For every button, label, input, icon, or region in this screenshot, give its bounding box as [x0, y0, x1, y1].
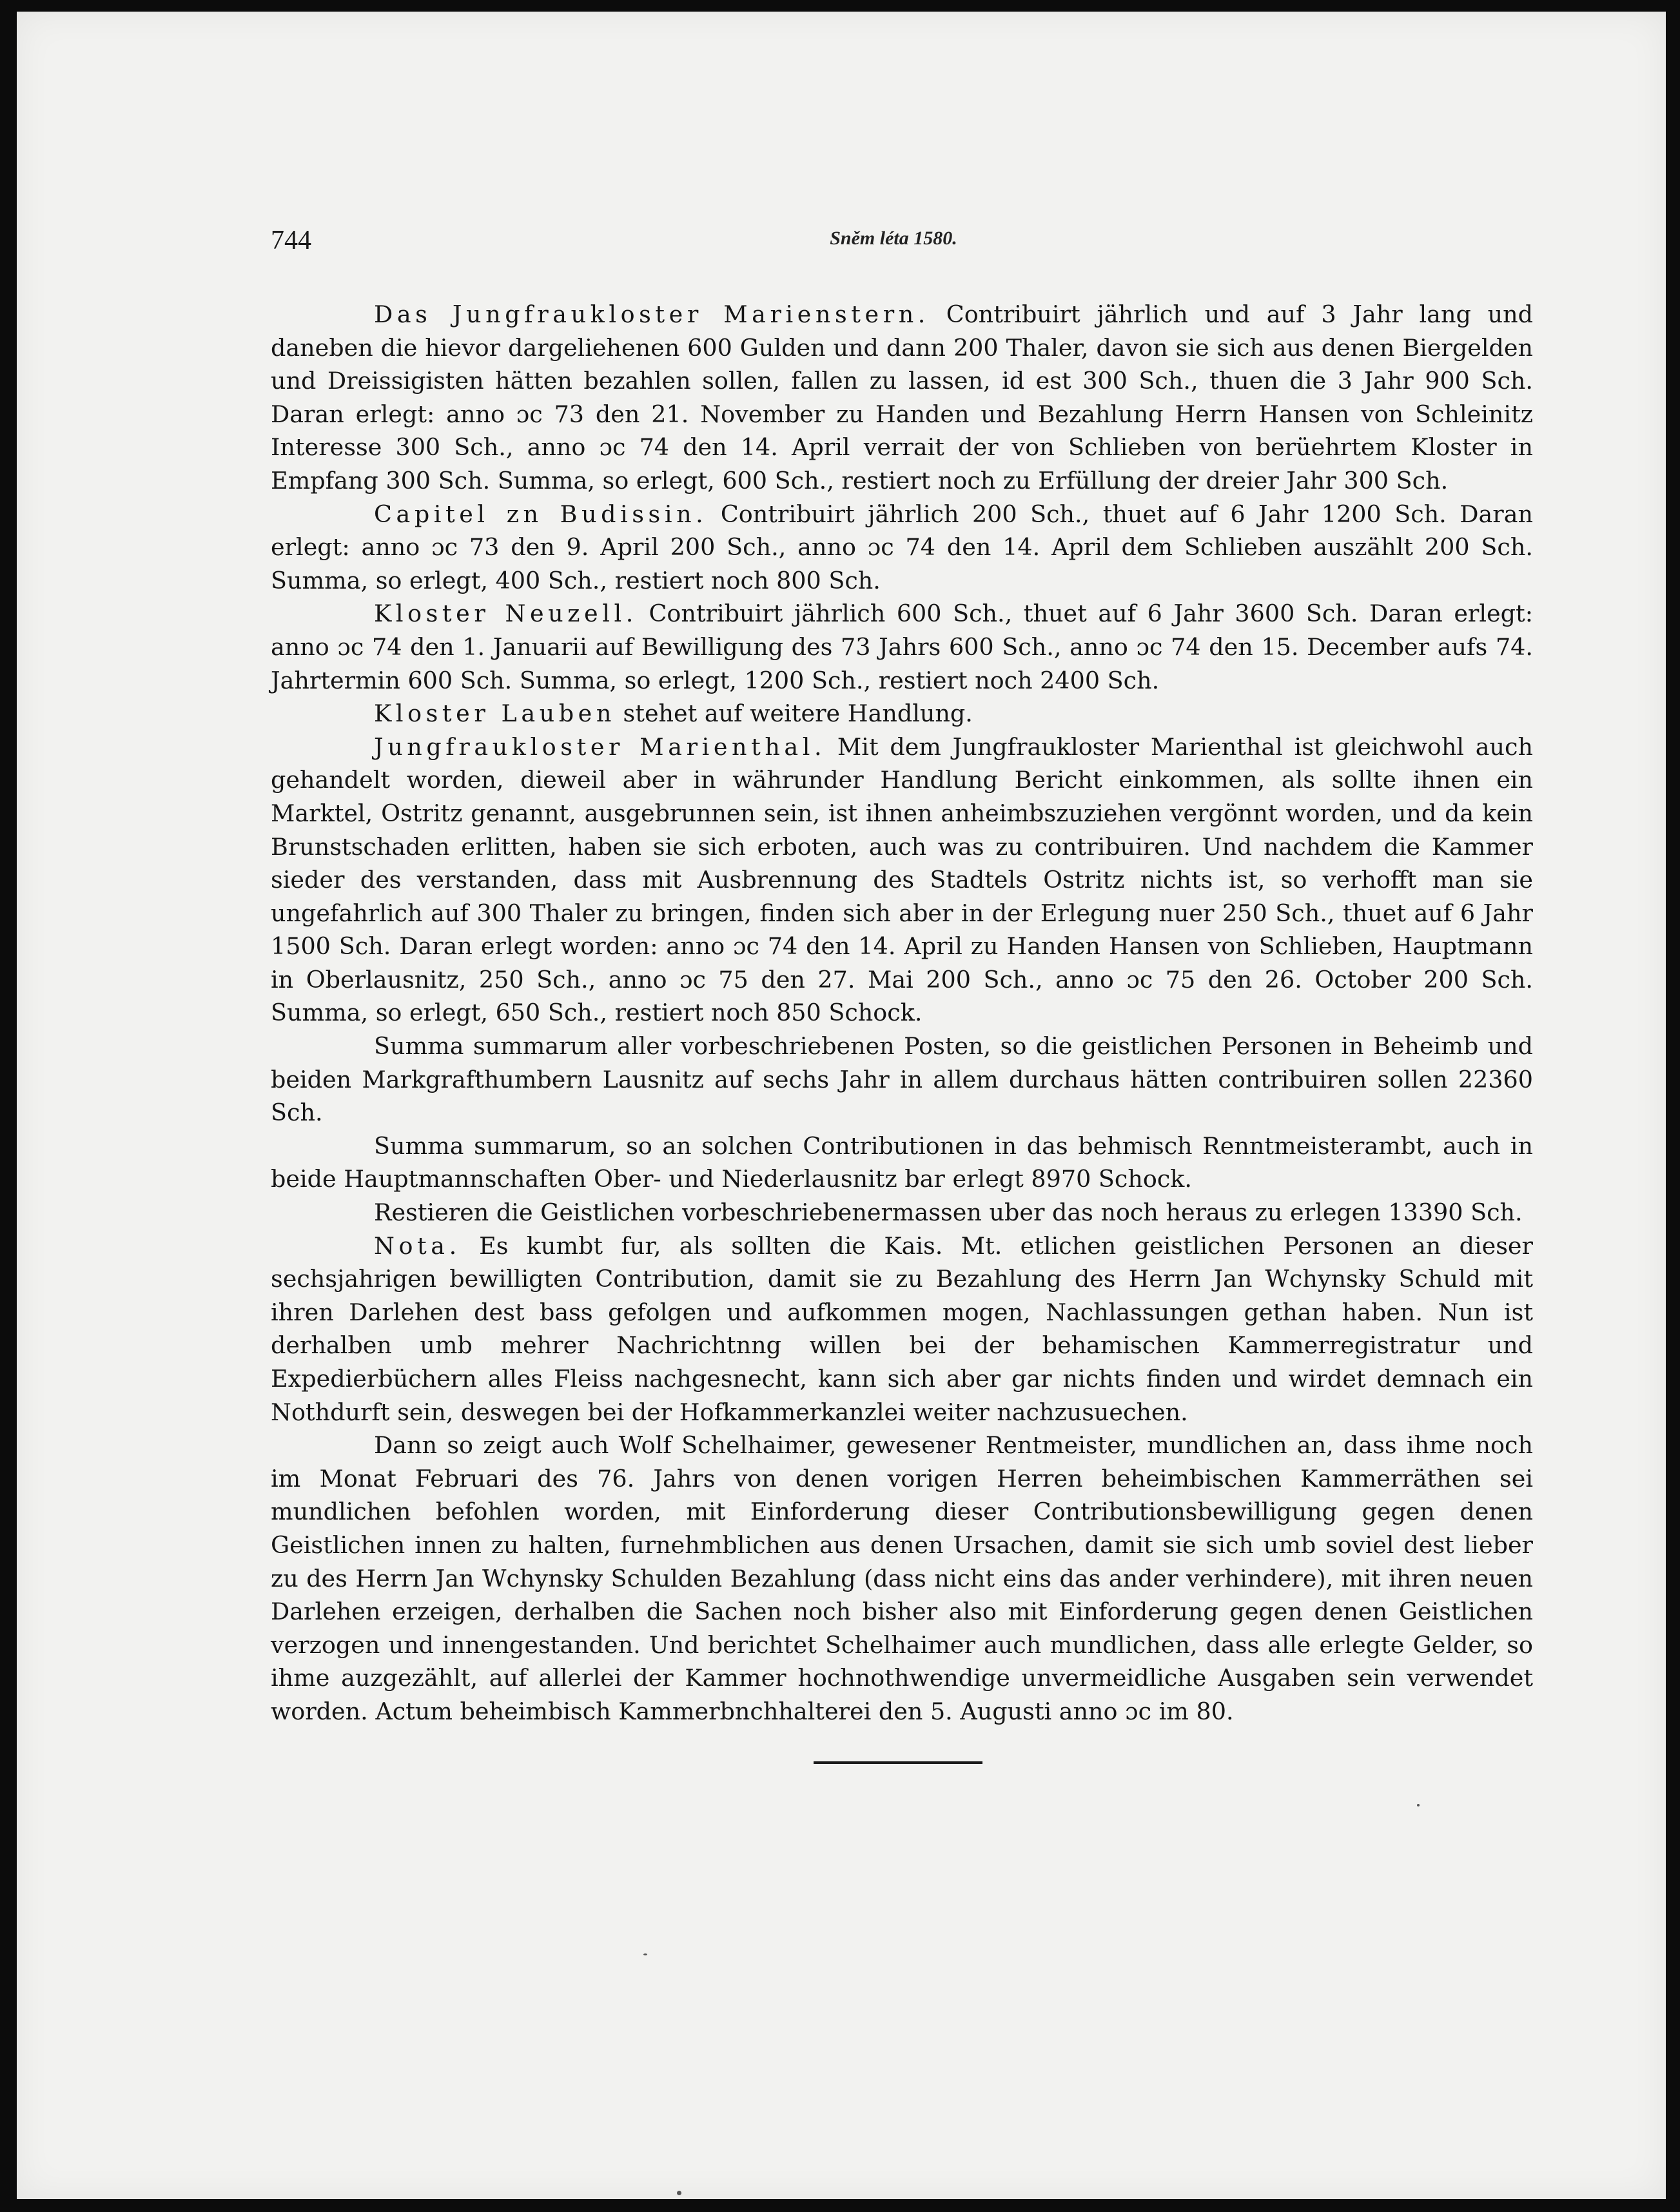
paragraph-lead: Capitel zn Budissin.	[374, 500, 708, 528]
paragraph-text: Summa summarum aller vorbeschriebenen Posten, so die geistlichen Personen in Beheimb und beiden Markgrafthumbern Lausnitz auf sechs Jahr in allem durchaus hätten contribuiren sollen 22360 Sch.	[271, 1032, 1533, 1127]
paragraph-lead: Das Jungfraukloster Marienstern.	[374, 300, 930, 328]
paragraph-lead: Kloster Lauben	[374, 700, 616, 728]
paragraph-text: Contribuirt jährlich und auf 3 Jahr lang und daneben die hievor dargeliehenen 600 Gulden und dann 200 Thaler, davon sie sich aus denen Biergelden und Dreissigisten hätten bezahlen sollen, fallen zu lassen, id est 300 Sch., thuen die 3 Jahr 900 Sch. Daran erlegt: anno ɔc 73 den 21. November zu Handen und Bezahlung Herrn Hansen von Schleinitz Interesse 300 Sch., anno ɔc 74 den 14. April verrait der von Schlieben von berüehrtem Kloster in Empfang 300 Sch. Summa, so erlegt, 600 Sch., restiert noch zu Erfüllung der dreier Jahr 300 Sch.	[271, 300, 1533, 494]
paragraph-lauben	[271, 697, 1533, 730]
paragraph-text: Restieren die Geistlichen vorbeschriebenermassen uber das noch heraus zu erlegen 13390 Sch.	[374, 1199, 1523, 1227]
paragraph-neuzell	[271, 597, 1533, 697]
paper-speck	[1417, 1804, 1420, 1806]
paragraph-text: Mit dem Jungfraukloster Marienthal ist gleichwohl auch gehandelt worden, dieweil aber in währunder Handlung Bericht einkommen, als sollte ihnen ein Marktel, Ostritz genannt, ausgebrunnen sein, ist ihnen anheimbszuziehen vergönnt worden, und da kein Brunstschaden erlitten, haben sie sich erboten, auch was zu contribuiren. Und nachdem die Kammer sieder des verstanden, dass mit Ausbrennung des Stadtels Ostritz nichts ist, so verhofft man sie ungefahrlich auf 300 Thaler zu bringen, finden sich aber in der Erlegung nuer 250 Sch., thuet auf 6 Jahr 1500 Sch. Daran erlegt worden: anno ɔc 74 den 14. April zu Handen Hansen von Schlieben, Hauptmann in Oberlausnitz, 250 Sch., anno ɔc 75 den 27. Mai 200 Sch., anno ɔc 75 den 26. October 200 Sch. Summa, so erlegt, 650 Sch., restiert noch 850 Schock.	[271, 732, 1533, 1027]
paragraph-lead: Kloster Neuzell.	[374, 600, 638, 628]
paragraph-summa-total	[271, 1030, 1533, 1130]
paragraph-budissin	[271, 498, 1533, 598]
paragraph-schelhaimer	[271, 1429, 1533, 1728]
paragraph-remaining	[271, 1196, 1533, 1229]
paragraph-nota	[271, 1229, 1533, 1429]
paragraph-text: stehet auf weitere Handlung.	[615, 700, 973, 728]
paragraph-text: Summa summarum, so an solchen Contributionen in das behmisch Renntmeisterambt, auch in beide Hauptmannschaften Ober- und Niederlausnitz bar erlegt 8970 Schock.	[271, 1131, 1533, 1193]
paragraph-text: Es kumbt fur, als sollten die Kais. Mt. etlichen geistlichen Personen an dieser sechsjahrigen bewilligten Contribution, damit sie zu Bezahlung des Herrn Jan Wchynsky Schuld mit ihren Darlehen dest bass gefolgen und aufkommen mogen, Nachlassungen gethan haben. Nun ist derhalben umb mehrer Nachrichtnng willen bei der behamischen Kammerregistratur und Expedierbüchern alles Fleiss nachgesnecht, kann sich aber gar nichts finden und wirdet demnach ein Nothdurft sein, deswegen bei der Hofkammerkanzlei weiter nachzusuechen.	[271, 1231, 1533, 1426]
paper-speck	[643, 1953, 647, 1955]
section-divider	[814, 1761, 982, 1764]
page-header	[255, 222, 1532, 261]
body-text	[271, 298, 1533, 1728]
paragraph-text: Contribuirt jährlich 200 Sch., thuet auf 6 Jahr 1200 Sch. Daran erlegt: anno ɔc 73 den 9. April 200 Sch., anno ɔc 74 den 14. April dem Schlieben auszählt 200 Sch. Summa, so erlegt, 400 Sch., restiert noch 800 Sch.	[271, 500, 1533, 594]
running-title: Sněm léta 1580.	[830, 228, 957, 249]
paper-speck	[677, 2191, 681, 2195]
page-number: 744	[271, 226, 311, 255]
paragraph-text: Dann so zeigt auch Wolf Schelhaimer, gewesener Rentmeister, mundlichen an, dass ihme noch im Monat Februari des 76. Jahrs von denen vorigen Herren beheimbischen Kammerräthen sei mundlichen befohlen worden, mit Einforderung dieser Contributionsbewilligung gegen denen Geistlichen innen zu halten, furnehmblichen aus denen Ursachen, damit sie sich umb soviel dest lieber zu des Herrn Jan Wchynsky Schulden Bezahlung (dass nicht eins das ander verhindere), mit ihren neuen Darlehen erzeigen, derhalben die Sachen noch bisher also mit Einforderung gegen denen Geistlichen verzogen und innengestanden. Und berichtet Schelhaimer auch mundlichen, dass alle erlegte Gelder, so ihme auzgezählt, auf allerlei der Kammer hochnothwendige unvermeidliche Ausgaben sein verwendet worden. Actum beheimbisch Kammerbnchhalterei den 5. Augusti anno ɔc im 80.	[271, 1431, 1533, 1725]
paragraph-summa-paid	[271, 1130, 1533, 1196]
paragraph-lead: Jungfraukloster Marienthal.	[374, 732, 826, 761]
paragraph-marienthal	[271, 730, 1533, 1030]
paragraph-lead: Nota.	[374, 1231, 461, 1260]
paragraph-text: Contribuirt jährlich 600 Sch., thuet auf 6 Jahr 3600 Sch. Daran erlegt: anno ɔc 74 den 1. Januarii auf Bewilligung des 73 Jahrs 600 Sch., anno ɔc 74 den 15. December aufs 74. Jahrtermin 600 Sch. Summa, so erlegt, 1200 Sch., restiert noch 2400 Sch.	[271, 600, 1533, 694]
paragraph-marienstern	[271, 298, 1533, 498]
